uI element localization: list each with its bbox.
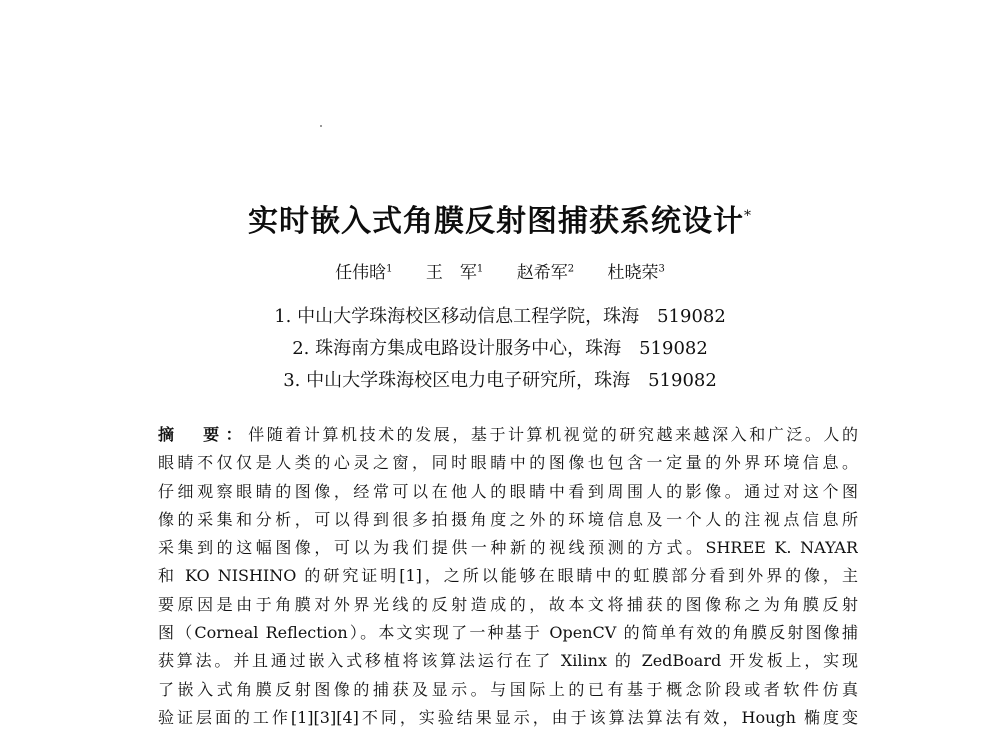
abstract-line: 图（Corneal Reflection）。本文实现了一种基于 OpenCV 的简单有效的角膜反射图像捕: [158, 623, 858, 643]
scan-speck: [320, 125, 322, 127]
affiliation-zip: 519082: [639, 338, 708, 359]
abstract-line: 验证层面的工作[1][3][4]不同，实验结果显示，由于该算法算法有效，Hough 椭度变: [158, 707, 858, 727]
author-affiliation-mark: 2: [567, 263, 575, 275]
author-list: [0, 258, 1000, 283]
affiliation: [0, 366, 1000, 392]
abstract-text: 伴随着计算机技术的发展，基于计算机视觉的研究越来越深入和广泛。人的: [248, 425, 858, 444]
abstract-line: 仔细观察眼睛的图像，经常可以在他人的眼睛中看到周围人的影像。通过对这个图: [158, 481, 858, 501]
affiliation-text: 3. 中山大学珠海校区电力电子研究所，珠海: [283, 370, 631, 391]
author-affiliation-mark: 1: [476, 263, 484, 275]
author: [426, 263, 483, 283]
abstract: [158, 421, 858, 732]
affiliation: [0, 302, 1000, 328]
author: [335, 263, 392, 283]
abstract-line: 获算法。并且通过嵌入式移植将该算法运行在了 Xilinx 的 ZedBoard 开发板上，实现: [158, 651, 858, 671]
author-affiliation-mark: 1: [386, 263, 393, 275]
paper-title-text: 实时嵌入式角膜反射图捕获系统设计: [248, 204, 744, 239]
author-name: 赵希军: [516, 263, 568, 283]
abstract-line: 了嵌入式角膜反射图像的捕获及显示。与国际上的已有基于概念阶段或者软件仿真: [158, 679, 858, 699]
author-affiliation-mark: 3: [658, 263, 665, 275]
affiliation-text: 1. 中山大学珠海校区移动信息工程学院，珠海: [274, 306, 640, 327]
affiliation: [0, 334, 1000, 360]
author-name: 杜晓荣: [607, 263, 659, 283]
affiliation-text: 2. 珠海南方集成电路设计服务中心，珠海: [292, 338, 622, 359]
abstract-line: 和 KO NISHINO 的研究证明[1]，之所以能够在眼睛中的虹膜部分看到外界的像，主: [158, 566, 858, 586]
abstract-line: 采集到的这幅图像，可以为我们提供一种新的视线预测的方式。SHREE K. NAYAR: [158, 538, 858, 558]
abstract-line: [158, 421, 858, 449]
author-name: 王 军: [425, 263, 477, 283]
abstract-line: 要原因是由于角膜对外界光线的反射造成的，故本文将捕获的图像称之为角膜反射: [158, 594, 858, 614]
abstract-label: 摘 要：: [158, 425, 249, 444]
affiliation-zip: 519082: [657, 306, 726, 327]
author-name: 任伟晗: [335, 263, 387, 283]
title-footnote-mark: *: [744, 208, 752, 224]
author: [517, 263, 574, 283]
author: [607, 263, 664, 283]
abstract-line: 眼睛不仅仅是人类的心灵之窗，同时眼睛中的图像也包含一定量的外界环境信息。: [158, 453, 858, 473]
paper-title: [0, 196, 1000, 240]
abstract-line: 像的采集和分析，可以得到很多拍摄角度之外的环境信息及一个人的注视点信息所: [158, 509, 858, 529]
affiliation-zip: 519082: [648, 370, 717, 391]
